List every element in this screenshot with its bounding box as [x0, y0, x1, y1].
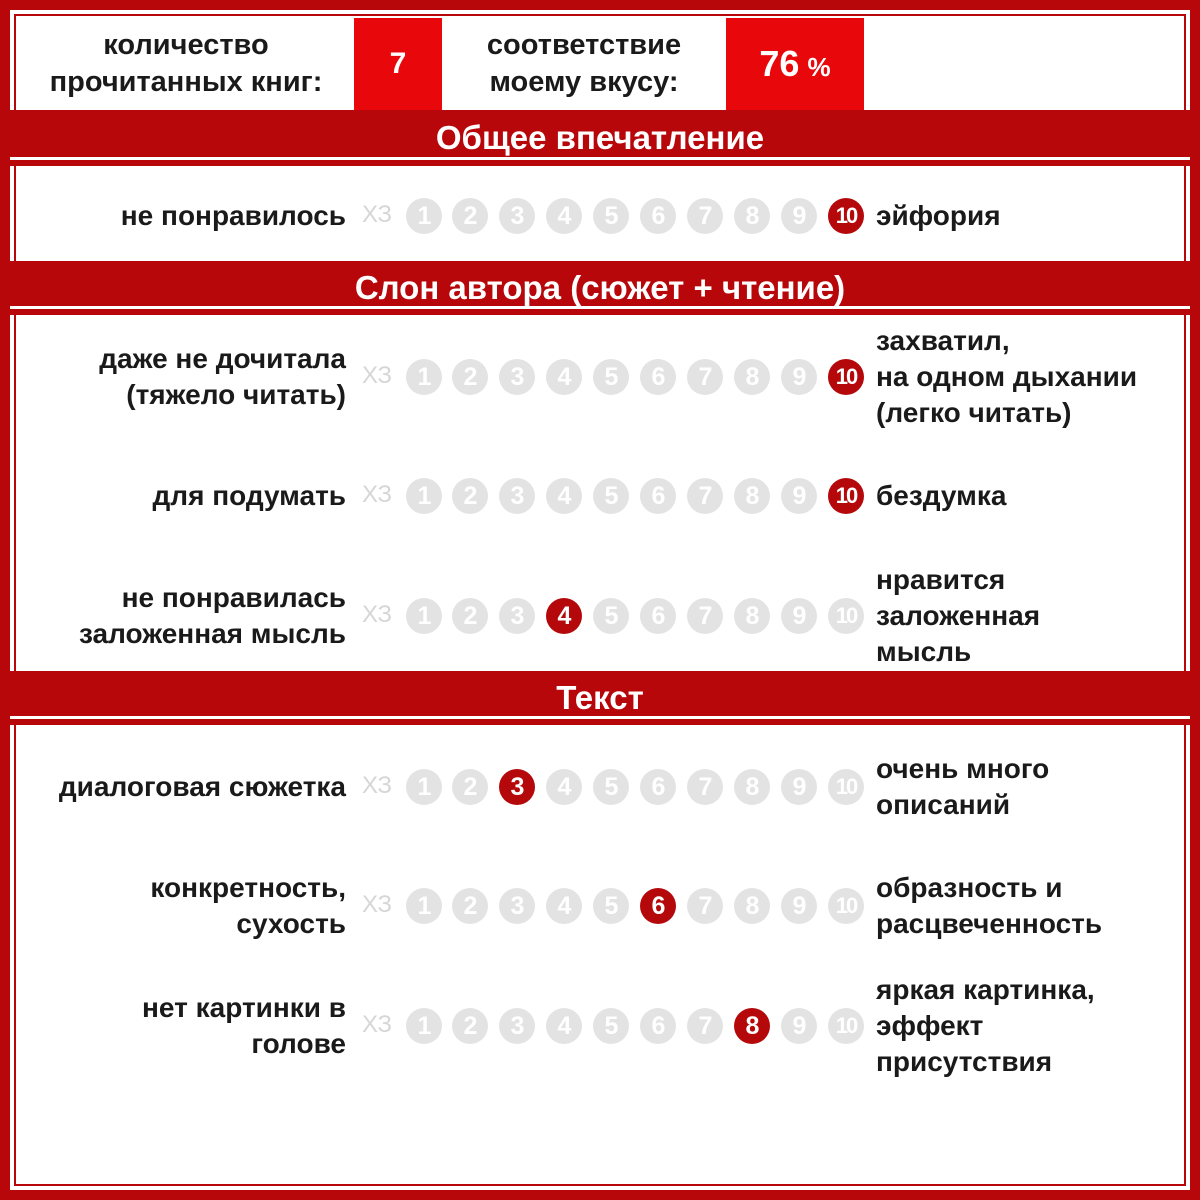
rating-high-label: яркая картинка, эффект присутствия	[876, 974, 1095, 1077]
rating-option-7[interactable]: 7	[687, 598, 723, 634]
rating-option-4[interactable]: 4	[546, 359, 582, 395]
rating-unknown-option[interactable]: ХЗ	[362, 601, 392, 628]
rating-option-6[interactable]: 6	[640, 1008, 676, 1044]
rating-option-2[interactable]: 2	[452, 359, 488, 395]
rating-option-2[interactable]: 2	[452, 198, 488, 234]
section-title-text: Текст	[556, 679, 644, 716]
rating-option-1[interactable]: 1	[406, 769, 442, 805]
rating-option-3[interactable]: 3	[499, 598, 535, 634]
rating-option-9[interactable]: 9	[781, 478, 817, 514]
rating-option-4[interactable]: 4	[546, 769, 582, 805]
rating-option-8[interactable]: 8	[734, 359, 770, 395]
rating-option-4[interactable]: 4	[546, 198, 582, 234]
rating-low-label: не понравилась заложенная мысль	[78, 582, 346, 649]
stats-bar	[18, 18, 1182, 110]
rating-option-9[interactable]: 9	[781, 769, 817, 805]
rating-option-8[interactable]: 8	[734, 598, 770, 634]
rating-option-3[interactable]: 3	[499, 769, 535, 805]
rating-option-1[interactable]: 1	[406, 598, 442, 634]
rating-option-1[interactable]: 1	[406, 359, 442, 395]
rating-option-7[interactable]: 7	[687, 1008, 723, 1044]
rating-option-5[interactable]: 5	[593, 769, 629, 805]
rating-option-9[interactable]: 9	[781, 359, 817, 395]
rating-option-10[interactable]: 10	[828, 359, 864, 395]
rating-low-label: для подумать	[152, 480, 346, 511]
rating-low-label: не понравилось	[120, 200, 346, 231]
rating-option-6[interactable]: 6	[640, 478, 676, 514]
rating-option-10[interactable]: 10	[828, 1008, 864, 1044]
rating-option-6[interactable]: 6	[640, 769, 676, 805]
section-bar-overall	[10, 110, 1190, 166]
rating-option-3[interactable]: 3	[499, 478, 535, 514]
rating-high-label: нравится заложенная мысль	[876, 564, 1041, 667]
rating-option-8[interactable]: 8	[734, 198, 770, 234]
rating-option-10[interactable]: 10	[828, 598, 864, 634]
rating-option-8[interactable]: 8	[734, 888, 770, 924]
rating-unknown-option[interactable]: ХЗ	[362, 362, 392, 389]
rating-option-3[interactable]: 3	[499, 359, 535, 395]
rating-option-8[interactable]: 8	[734, 1008, 770, 1044]
rating-unknown-option[interactable]: ХЗ	[362, 481, 392, 508]
rating-high-label: образность и расцвеченность	[876, 872, 1103, 939]
taste-match-unit: %	[807, 51, 831, 82]
books-count-value	[354, 18, 442, 110]
rating-unknown-option[interactable]: ХЗ	[362, 1011, 392, 1038]
rating-option-7[interactable]: 7	[687, 769, 723, 805]
rating-option-3[interactable]: 3	[499, 198, 535, 234]
rating-option-6[interactable]: 6	[640, 598, 676, 634]
rating-option-5[interactable]: 5	[593, 888, 629, 924]
rating-unknown-option[interactable]: ХЗ	[362, 891, 392, 918]
section-title-author: Слон автора (сюжет + чтение)	[354, 269, 846, 306]
rating-option-4[interactable]: 4	[546, 1008, 582, 1044]
rating-option-10[interactable]: 10	[828, 478, 864, 514]
rating-high-label: захватил, на одном дыхании (легко читать)	[876, 325, 1138, 428]
rating-low-label: конкретность, сухость	[150, 872, 346, 939]
rating-option-3[interactable]: 3	[499, 888, 535, 924]
rating-option-4[interactable]: 4	[546, 598, 582, 634]
rating-low-label: диалоговая сюжетка	[58, 771, 346, 802]
rating-option-9[interactable]: 9	[781, 1008, 817, 1044]
rating-option-1[interactable]: 1	[406, 198, 442, 234]
rating-option-8[interactable]: 8	[734, 478, 770, 514]
rating-option-5[interactable]: 5	[593, 598, 629, 634]
taste-match-number: 76	[759, 43, 800, 84]
rating-option-9[interactable]: 9	[781, 198, 817, 234]
section-bar-text	[10, 671, 1190, 725]
rating-option-6[interactable]: 6	[640, 888, 676, 924]
rating-option-9[interactable]: 9	[781, 598, 817, 634]
rating-option-5[interactable]: 5	[593, 478, 629, 514]
rating-option-1[interactable]: 1	[406, 888, 442, 924]
taste-match-label: соответствие моему вкусу:	[486, 29, 682, 98]
rating-option-9[interactable]: 9	[781, 888, 817, 924]
taste-match-value	[726, 18, 864, 110]
rating-unknown-option[interactable]: ХЗ	[362, 201, 392, 228]
rating-option-6[interactable]: 6	[640, 359, 676, 395]
rating-option-1[interactable]: 1	[406, 1008, 442, 1044]
rating-option-7[interactable]: 7	[687, 198, 723, 234]
rating-option-10[interactable]: 10	[828, 769, 864, 805]
rating-option-4[interactable]: 4	[546, 478, 582, 514]
rating-option-2[interactable]: 2	[452, 769, 488, 805]
rating-high-label: эйфория	[876, 200, 1001, 231]
rating-option-3[interactable]: 3	[499, 1008, 535, 1044]
rating-option-2[interactable]: 2	[452, 888, 488, 924]
rating-option-7[interactable]: 7	[687, 359, 723, 395]
section-bar-author	[10, 261, 1190, 315]
rating-high-label: очень много описаний	[876, 753, 1050, 820]
books-count-label: количество прочитанных книг:	[49, 29, 323, 98]
section-title-overall: Общее впечатление	[435, 119, 765, 156]
rating-option-1[interactable]: 1	[406, 478, 442, 514]
rating-option-6[interactable]: 6	[640, 198, 676, 234]
rating-option-10[interactable]: 10	[828, 888, 864, 924]
rating-option-5[interactable]: 5	[593, 1008, 629, 1044]
rating-low-label: даже не дочитала (тяжело читать)	[99, 343, 346, 410]
rating-high-label: бездумка	[876, 480, 1007, 511]
rating-unknown-option[interactable]: ХЗ	[362, 772, 392, 799]
rating-option-10[interactable]: 10	[828, 198, 864, 234]
rating-option-5[interactable]: 5	[593, 359, 629, 395]
rating-option-4[interactable]: 4	[546, 888, 582, 924]
rating-option-8[interactable]: 8	[734, 769, 770, 805]
books-count-number: 7	[389, 47, 407, 80]
rating-option-2[interactable]: 2	[452, 1008, 488, 1044]
rating-option-2[interactable]: 2	[452, 478, 488, 514]
rating-option-7[interactable]: 7	[687, 478, 723, 514]
rating-low-label: нет картинки в голове	[142, 992, 346, 1059]
rating-option-7[interactable]: 7	[687, 888, 723, 924]
rating-option-5[interactable]: 5	[593, 198, 629, 234]
rating-option-2[interactable]: 2	[452, 598, 488, 634]
